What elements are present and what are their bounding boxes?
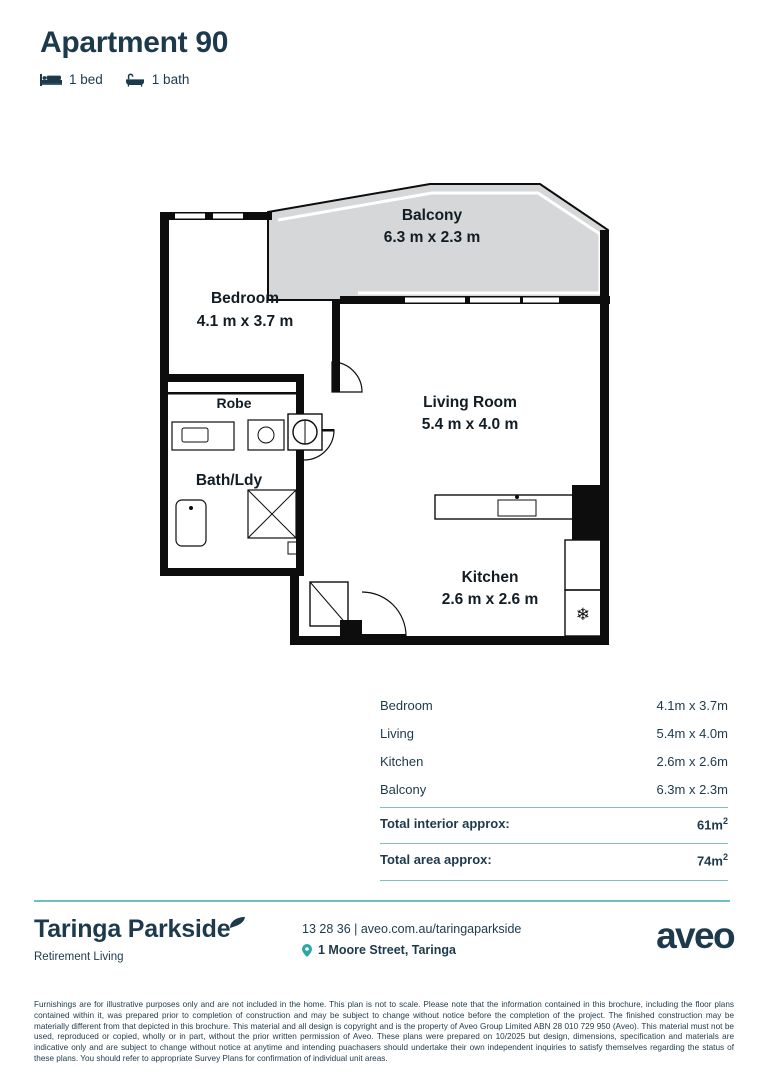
- kitchen-bench-return: [565, 540, 602, 590]
- schedule-value: 6.3m x 2.3m: [656, 782, 728, 797]
- brand-name-text: Taringa Parkside: [34, 915, 231, 943]
- schedule-label: Kitchen: [380, 754, 424, 769]
- bath-left-inner: [168, 410, 171, 568]
- page-title: Apartment 90: [40, 26, 229, 59]
- page-header: [40, 26, 228, 87]
- wall-bottom: [290, 636, 609, 645]
- vanity-basin: [182, 428, 208, 442]
- brand-tagline: Retirement Living: [34, 951, 124, 963]
- room-label-bedroom: Bedroom: [210, 290, 280, 307]
- schedule-total-interior-number: 61m: [696, 817, 723, 833]
- schedule-row: [380, 748, 728, 776]
- schedule-row: [380, 692, 728, 720]
- fridge-icon: ❄: [575, 605, 591, 625]
- slider-2: [470, 298, 520, 303]
- bathtub-tap: [189, 506, 193, 510]
- bath-icon: [125, 73, 145, 87]
- floorplan: [0, 130, 764, 675]
- floorplan-svg: [0, 130, 764, 675]
- schedule-total-area-number: 74m: [696, 853, 723, 869]
- wall-bath-bottom: [160, 568, 300, 576]
- schedule-value: 5.4m x 4.0m: [656, 726, 728, 741]
- room-dim-living: 5.4 m x 4.0 m: [421, 416, 519, 433]
- slider-1: [405, 298, 465, 303]
- schedule-total-area: [380, 844, 728, 876]
- room-dim-kitchen: 2.6 m x 2.6 m: [441, 591, 539, 608]
- schedule-total-interior-value: [697, 816, 728, 832]
- wc-cistern: [248, 420, 284, 450]
- area-schedule: [380, 692, 728, 881]
- contact-address: [302, 943, 602, 957]
- leaf-icon: [230, 917, 246, 929]
- brand-block: [34, 915, 302, 963]
- contact-address-text: 1 Moore Street, Taringa: [318, 943, 456, 957]
- kitchen-island: [435, 495, 585, 519]
- schedule-value: 4.1m x 3.7m: [656, 698, 728, 713]
- linen-cupboard-marker: [310, 582, 348, 626]
- wall-robe-top: [168, 374, 303, 382]
- slider-3: [523, 298, 559, 303]
- room-label-robe: Robe: [216, 395, 252, 411]
- wc-pan: [258, 427, 274, 443]
- schedule-label: Bedroom: [380, 698, 433, 713]
- schedule-row: [380, 720, 728, 748]
- room-label-living: Living Room: [423, 394, 517, 411]
- vanity-bench: [172, 422, 234, 450]
- door-entry-swing: [362, 592, 406, 636]
- wall-entry-stub: [340, 620, 362, 645]
- spec-bath-label: 1 bath: [151, 72, 190, 87]
- window-bedroom-top-1: [175, 214, 205, 219]
- floorplan-geometry: [160, 184, 610, 645]
- footer: [34, 915, 734, 963]
- spec-bed: [40, 72, 103, 87]
- contact-phone-web[interactable]: 13 28 36 | aveo.com.au/taringaparkside: [302, 922, 522, 936]
- window-bedroom-top-2: [213, 214, 243, 219]
- room-dim-balcony: 6.3 m x 2.3 m: [383, 229, 481, 246]
- kitchen-pantry: [572, 485, 602, 540]
- wall-entry-left: [290, 576, 299, 644]
- shower-cross: [248, 490, 296, 538]
- schedule-total-area-unit: 2: [722, 852, 728, 863]
- room-label-bath: Bath/Ldy: [195, 472, 263, 489]
- schedule-label: Living: [380, 726, 414, 741]
- schedule-divider: [380, 880, 728, 881]
- footer-divider: [34, 900, 730, 902]
- room-dim-bedroom: 4.1 m x 3.7 m: [196, 313, 294, 330]
- door-bedroom-leaf: [332, 362, 335, 392]
- aveo-logo-block: [602, 915, 734, 954]
- spec-list: [40, 72, 228, 87]
- wall-left-upper: [160, 212, 169, 376]
- schedule-total-interior-label: Total interior approx:: [380, 816, 510, 831]
- schedule-total-interior-unit: 2: [722, 816, 728, 826]
- schedule-total-interior: [380, 808, 728, 840]
- disclaimer-text: Furnishings are for illustrative purposes only and are not included in the home. This plan is not to scale. Please note that the information contained in this brochure, including the floor plans contained within it, was prepared prior to completion of construction and may be subject to change without notice before the completion of the project. The finished construction may be materially different from that depicted in this brochure. This material and all design is copyright and is the property of Aveo Group Limited ABN 28 010 729 950 (Aveo). This material must not be used, reproduced or copied, wholly or in part, without the prior written permission of Aveo. These plans were prepared on 10/2025 but design, dimensions, specification and materials are indicative only and are subject to change without notice at anytime and intending puachasers should undertake their own independent inquiries to satisfy themselves regarding the status of these plans. You should refer to appropriate Survey Plans for confirmation of individual unit areas.: [34, 1000, 734, 1064]
- room-label-balcony: Balcony: [401, 207, 463, 224]
- schedule-label: Balcony: [380, 782, 427, 797]
- spec-bed-label: 1 bed: [69, 72, 103, 87]
- schedule-row: [380, 776, 728, 804]
- wall-left-lower: [160, 376, 168, 576]
- contact-block: [302, 915, 602, 957]
- aveo-logo: aveo: [656, 915, 734, 956]
- kitchen-sink: [498, 500, 536, 516]
- schedule-total-area-value: [697, 852, 728, 868]
- brand-name: [34, 915, 230, 944]
- room-label-kitchen: Kitchen: [461, 569, 519, 586]
- kitchen-tap: [515, 495, 519, 499]
- bed-icon: [40, 73, 62, 87]
- schedule-total-area-label: Total area approx:: [380, 852, 492, 868]
- map-pin-icon: [302, 944, 312, 957]
- spec-bath: [125, 72, 190, 87]
- schedule-value: 2.6m x 2.6m: [656, 754, 728, 769]
- door-entry-leaf: [362, 634, 406, 637]
